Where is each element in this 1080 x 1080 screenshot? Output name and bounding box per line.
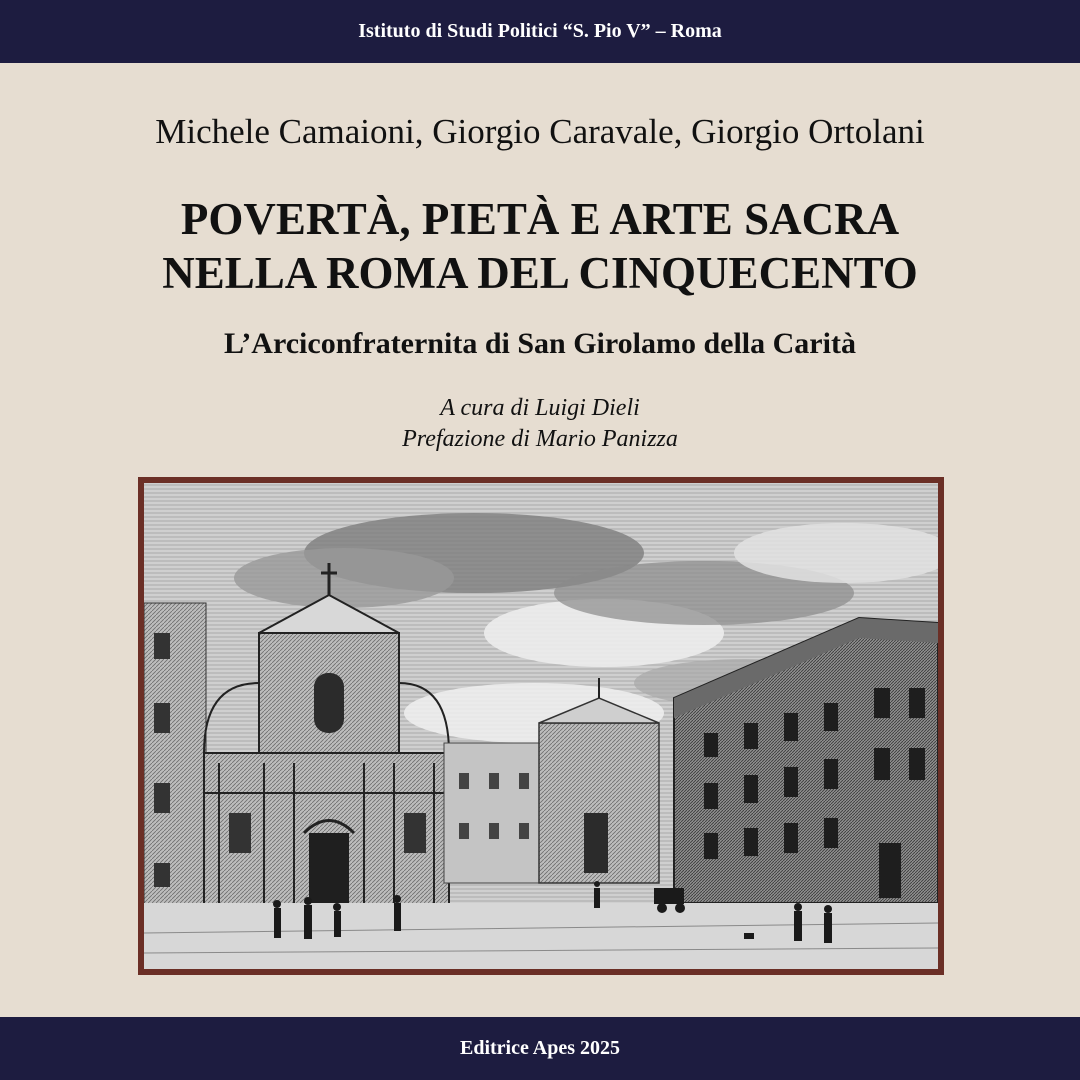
book-subtitle: L’Arciconfraternita di San Girolamo della Carità [224, 327, 856, 360]
publisher-name: Editrice Apes 2025 [460, 1037, 620, 1059]
preface-credit: Prefazione di Mario Panizza [402, 426, 678, 452]
authors-line: Michele Camaioni, Giorgio Caravale, Giorgio Ortolani [155, 112, 925, 151]
book-title [0, 192, 1080, 300]
top-banner [0, 0, 1080, 63]
left-building [144, 603, 206, 929]
cover-illustration-frame [138, 477, 944, 975]
title-line-1: POVERTÀ, PIETÀ E ARTE SACRA [180, 194, 900, 244]
piazza-ground [144, 903, 938, 969]
engraving-illustration [144, 483, 938, 969]
editor-credit: A cura di Luigi Dieli [440, 395, 640, 421]
credits [0, 393, 1080, 455]
bottom-banner [0, 1017, 1080, 1080]
institute-name: Istituto di Studi Politici “S. Pio V” – Roma [358, 20, 722, 42]
title-line-2: NELLA ROMA DEL CINQUECENTO [162, 248, 918, 298]
